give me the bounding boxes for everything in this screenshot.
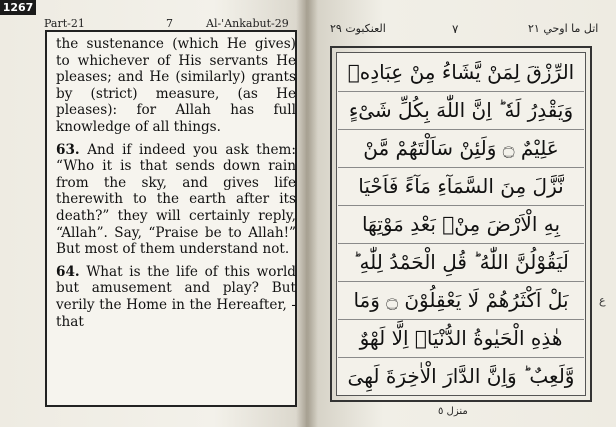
arabic-line-3: عَلِيْمٌ ۝ وَلَئِنْ سَاَلْتَهُمْ مَّنْ	[338, 130, 584, 168]
paragraph-verse-63	[56, 142, 296, 258]
verse-number-64: 64.	[56, 263, 80, 280]
scan-page-badge: 1267	[0, 0, 36, 15]
book-gutter	[296, 0, 318, 427]
right-header-surah: العنكبوت ٢٩	[330, 22, 386, 35]
right-header-page: ٧	[452, 22, 459, 36]
ruku-side-mark: ع	[599, 294, 606, 307]
arabic-line-5: بِهِ الْاَرْضَ مِنْۢ بَعْدِ مَوْتِهَا	[338, 206, 584, 244]
arabic-line-9: وَّلَعِبٌ ؕ وَاِنَّ الدَّارَ الْاٰخِرَةَ لَهِیَ	[347, 364, 575, 388]
paragraph-verse-64	[56, 264, 296, 330]
arabic-line-1: الرِّزْقَ لِمَنْ يَّشَاءُ مِنْ عِبَادِهٖ	[338, 54, 584, 92]
arabic-line-6: لَيَقُوْلُنَّ اللّٰهُ ؕ قُلِ الْحَمْدُ لِلّٰهِ ؕ	[338, 244, 584, 282]
paragraph-continuation	[56, 36, 296, 136]
verse-text: the sustenance (which He gives) to whichever of His servants He pleases; and He (similarly) grants by (strict) measure, (as He pleases): for Allah has full knowledge of all things.	[56, 36, 296, 135]
left-header-page: 7	[166, 17, 173, 30]
verse-text-63: And if indeed you ask them: “Who it is that sends down rain from the sky, and gives life therewith to the earth after its death?” they will certainly reply, “Allah”. Say, “Praise be to Allah!” But most of them understand not.	[56, 141, 296, 258]
right-header-part: اتل ما اوحي ٢١	[528, 22, 599, 35]
arabic-line-8: هٰذِهِ الْحَيٰوةُ الدُّنْيَاۤ اِلَّا لَهْوٌ	[338, 320, 584, 358]
verse-number-63: 63.	[56, 141, 80, 158]
english-translation	[56, 36, 296, 336]
arabic-line-2: وَيَقْدِرُ لَهٗ ؕ اِنَّ اللّٰهَ بِكُلِّ شَیْءٍ	[338, 92, 584, 130]
arabic-line-7: بَلْ اَكْثَرُهُمْ لَا يَعْقِلُوْنَ ۝ وَمَا	[338, 282, 584, 320]
manzil-footer: منزل ٥	[438, 406, 468, 417]
arabic-line-4: نَّزَّلَ مِنَ السَّمَآءِ مَآءً فَاَحْيَا	[338, 168, 584, 206]
left-header-part: Part-21	[44, 17, 85, 30]
verse-text-64: What is the life of this world but amusement and play? But verily the Home in the Hereafter, - that	[56, 263, 296, 330]
left-header-surah: Al-'Ankabut-29	[206, 17, 289, 30]
